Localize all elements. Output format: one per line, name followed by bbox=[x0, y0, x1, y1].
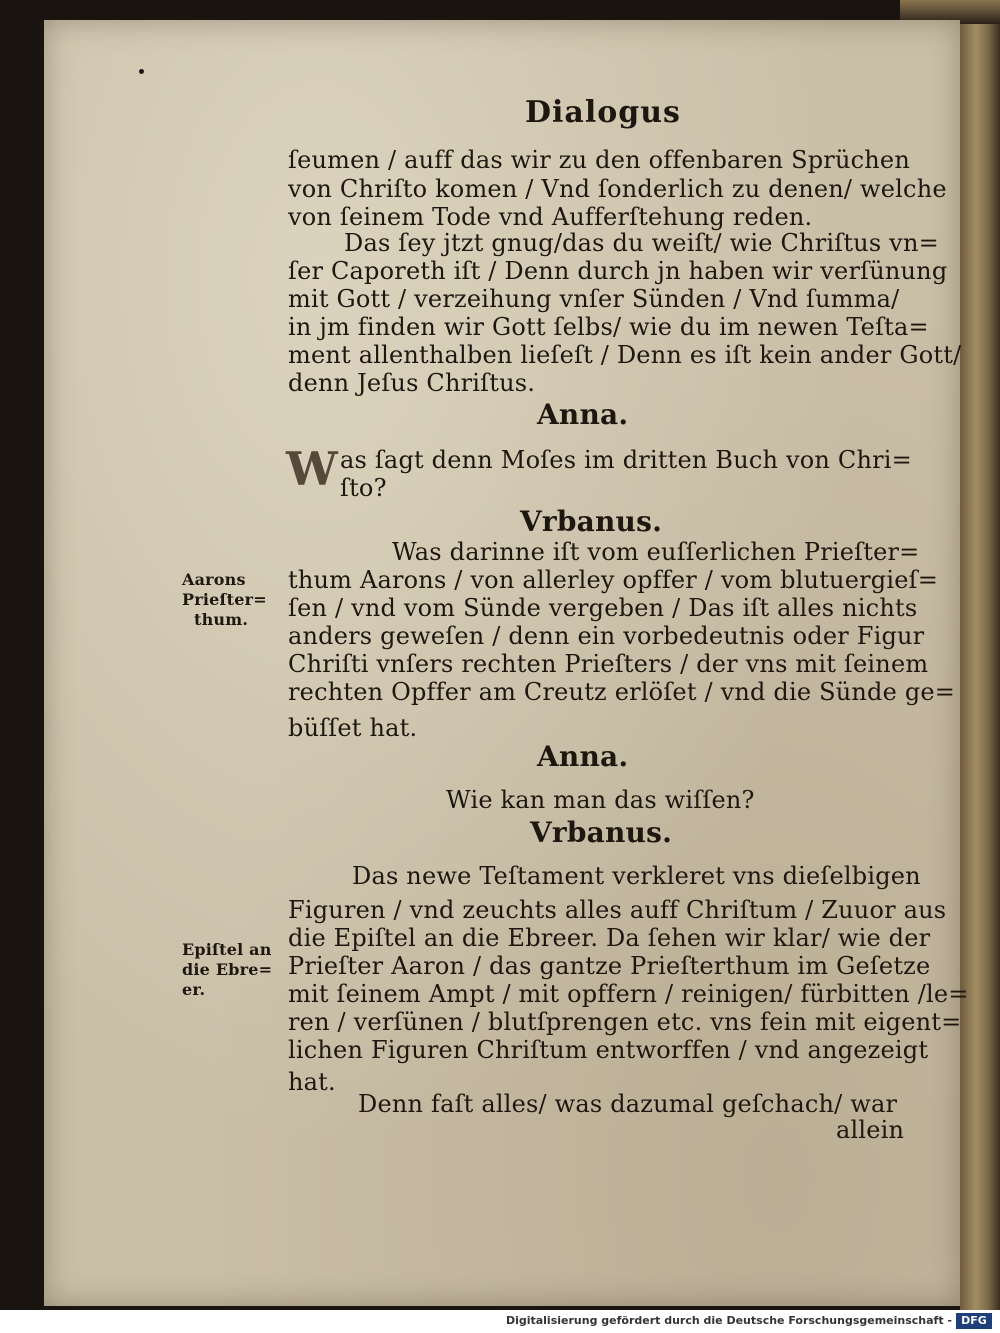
footer-bar bbox=[0, 1310, 1000, 1333]
text-line: denn Jeſus Chriſtus. bbox=[288, 369, 536, 397]
speaker-name: Anna. bbox=[537, 740, 629, 773]
text-line: thum Aarons / von allerley opffer / vom blutuergieſ= bbox=[288, 566, 939, 594]
text-line: lichen Figuren Chriſtum entworffen / vnd angezeigt bbox=[288, 1036, 929, 1064]
text-line: Figuren / vnd zeuchts alles auff Chriſtum / Zuuor aus bbox=[288, 896, 947, 924]
text-line: as ſagt denn Moſes im dritten Buch von Chri= bbox=[340, 446, 912, 474]
text-line: von ſeinem Tode vnd Aufferſtehung reden. bbox=[288, 203, 813, 231]
footer-credit: Digitalisierung gefördert durch die Deutsche Forschungsgemeinschaft - bbox=[505, 1314, 952, 1327]
text-line: büſſet hat. bbox=[288, 714, 418, 742]
text-line: ſer Caporeth iſt / Denn durch jn haben wir verſünung bbox=[288, 257, 948, 285]
margin-note-line: er. bbox=[182, 980, 206, 999]
margin-note-line: thum. bbox=[194, 610, 249, 629]
text-line: ſeumen / auff das wir zu den offenbaren Sprüchen bbox=[288, 146, 910, 174]
speaker-name: Anna. bbox=[537, 398, 629, 431]
text-line: ment allenthalben lieſeſt / Denn es iſt kein ander Gott/ bbox=[288, 341, 962, 369]
margin-note-line: Aarons bbox=[182, 570, 246, 589]
text-line: in jm finden wir Gott ſelbs/ wie du im newen Teſta= bbox=[288, 313, 929, 341]
text-line: Was darinne iſt vom euſſerlichen Prieſter= bbox=[392, 538, 920, 566]
text-line: Chriſti vnſers rechten Prieſters / der vns mit ſeinem bbox=[288, 650, 929, 678]
text-line: rechten Opffer am Creutz erlöſet / vnd die Sünde ge= bbox=[288, 678, 956, 706]
dfg-logo: DFG bbox=[956, 1313, 992, 1329]
running-header: Dialogus bbox=[525, 95, 681, 130]
margin-note-line: Prieſter= bbox=[182, 590, 267, 609]
text-line: von Chriſto komen / Vnd ſonderlich zu denen/ welche bbox=[288, 175, 947, 203]
catchword: allein bbox=[836, 1116, 905, 1144]
decorated-initial: W bbox=[286, 442, 338, 496]
text-line: ſto? bbox=[340, 474, 387, 502]
book-page-edge bbox=[960, 0, 1000, 1310]
text-line: Das ſey jtzt gnug/das du weiſt/ wie Chriſtus vn= bbox=[344, 229, 939, 257]
text-line: Wie kan man das wiſſen? bbox=[446, 786, 755, 814]
text-line: hat. bbox=[288, 1068, 336, 1096]
speaker-name: Vrbanus. bbox=[520, 505, 663, 538]
text-line: mit Gott / verzeihung vnſer Sünden / Vnd ſumma/ bbox=[288, 285, 900, 313]
text-line: Denn faſt alles/ was dazumal geſchach/ war bbox=[358, 1090, 898, 1118]
text-line: mit ſeinem Ampt / mit opffern / reinigen/ fürbitten /le= bbox=[288, 980, 969, 1008]
margin-note-line: die Ebre= bbox=[182, 960, 273, 979]
text-line: ren / verſünen / blutſprengen etc. vns fein mit eigent= bbox=[288, 1008, 962, 1036]
text-line: anders geweſen / denn ein vorbedeutnis oder Figur bbox=[288, 622, 925, 650]
text-line: die Epiſtel an die Ebreer. Da ſehen wir klar/ wie der bbox=[288, 924, 931, 952]
text-line: Prieſter Aaron / das gantze Prieſterthum im Geſetze bbox=[288, 952, 931, 980]
margin-note-line: Epiſtel an bbox=[182, 940, 272, 959]
ink-speck bbox=[139, 69, 144, 74]
speaker-name: Vrbanus. bbox=[530, 816, 673, 849]
text-line: Das newe Teſtament verkleret vns dieſelbigen bbox=[352, 862, 921, 890]
text-line: ſen / vnd vom Sünde vergeben / Das iſt alles nichts bbox=[288, 594, 918, 622]
